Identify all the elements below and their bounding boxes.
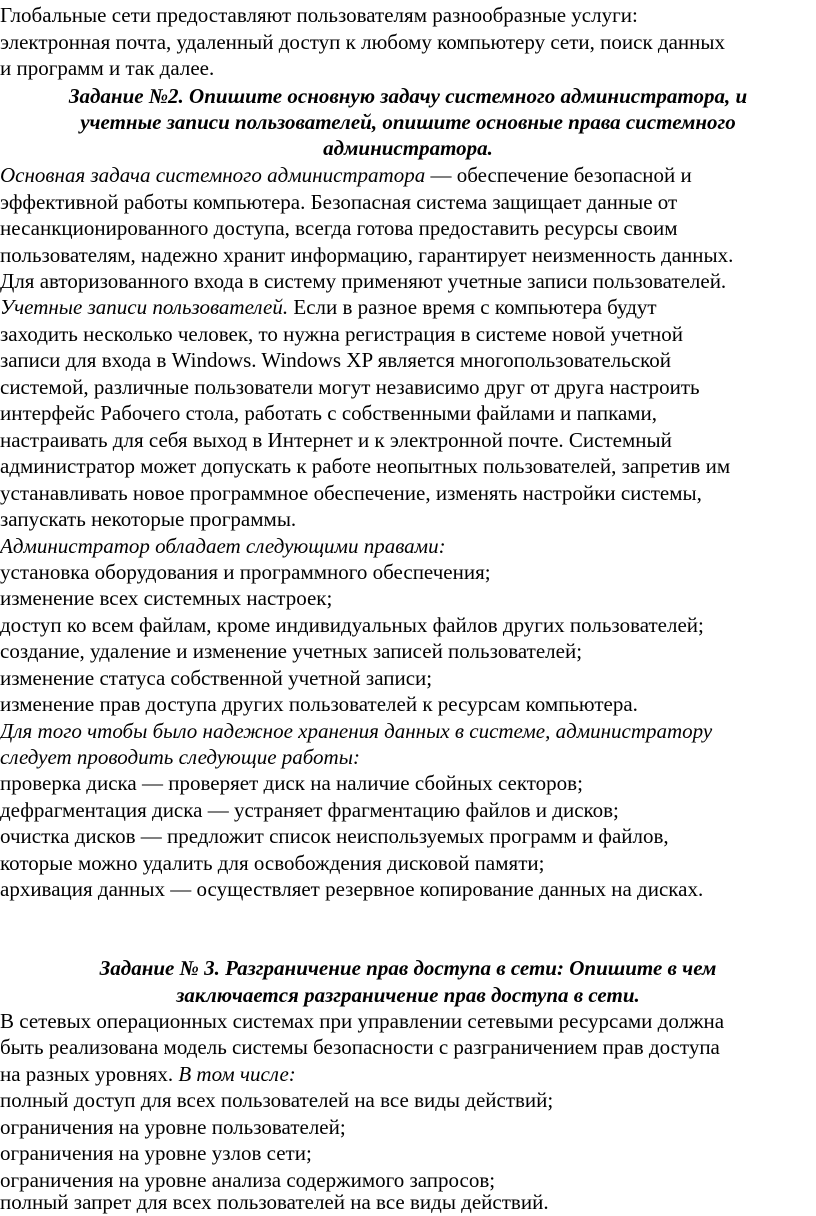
paragraph-line: несанкционированного доступа, всегда готова предоставить ресурсы своим bbox=[0, 216, 678, 240]
list-item: очистка дисков — предложит список неиспользуемых программ и файлов, bbox=[0, 824, 669, 848]
list-item: доступ ко всем файлам, кроме индивидуальных файлов других пользователей; bbox=[0, 613, 704, 637]
paragraph-text: на разных уровнях. bbox=[0, 1062, 179, 1086]
list-item: ограничения на уровне пользователей; bbox=[0, 1115, 346, 1139]
accounts-text: Если в разное время с компьютера будут bbox=[288, 295, 657, 319]
task3-heading: заключается разграничение прав доступа в сети. bbox=[176, 983, 640, 1007]
main-task-label: Основная задача системного администратора bbox=[0, 163, 426, 187]
main-task-text: — обеспечение безопасной и bbox=[425, 163, 692, 187]
works-intro: Для того чтобы было надежное хранения данных в системе, администратору bbox=[0, 719, 713, 743]
list-item: установка оборудования и программного обеспечения; bbox=[0, 560, 491, 584]
accounts-line bbox=[0, 294, 657, 320]
list-item: полный доступ для всех пользователей на все виды действий; bbox=[0, 1088, 554, 1112]
task2-heading: Задание №2. Опишите основную задачу системного администратора, и bbox=[68, 84, 748, 108]
task2-heading: администратора. bbox=[323, 136, 493, 160]
paragraph-line: администратор может допускать к работе неопытных пользователей, запретив им bbox=[0, 454, 731, 478]
paragraph-line: системой, различные пользователи могут независимо друг от друга настроить bbox=[0, 375, 700, 399]
list-item: полный запрет для всех пользователей на все виды действий. bbox=[0, 1190, 549, 1214]
list-item: изменение всех системных настроек; bbox=[0, 586, 333, 610]
accounts-label: Учетные записи пользователей. bbox=[0, 295, 289, 319]
list-item: ограничения на уровне узлов сети; bbox=[0, 1141, 312, 1165]
paragraph-line: устанавливать новое программное обеспечение, изменять настройки системы, bbox=[0, 481, 702, 505]
works-intro: следует проводить следующие работы: bbox=[0, 745, 360, 769]
list-item: изменение статуса собственной учетной записи; bbox=[0, 666, 433, 690]
paragraph-line: В сетевых операционных системах при управлении сетевыми ресурсами должна bbox=[0, 1009, 725, 1033]
task2-heading: учетные записи пользователей, опишите основные права системного bbox=[80, 110, 736, 134]
paragraph-line: настраивать для себя выход в Интернет и к электронной почте. Системный bbox=[0, 428, 672, 452]
including-label: В том числе: bbox=[178, 1062, 296, 1086]
task3-heading: Задание № 3. Разграничение прав доступа в сети: Опишите в чем bbox=[99, 956, 717, 980]
paragraph-line: записи для входа в Windows. Windows XP является многопользовательской bbox=[0, 348, 672, 372]
paragraph-line: запускать некоторые программы. bbox=[0, 507, 297, 531]
paragraph-line: заходить несколько человек, то нужна регистрация в системе новой учетной bbox=[0, 322, 684, 346]
list-item: которые можно удалить для освобождения дисковой памяти; bbox=[0, 851, 545, 875]
rights-intro: Администратор обладает следующими правами: bbox=[0, 534, 446, 558]
list-item: архивация данных — осуществляет резервное копирование данных на дисках. bbox=[0, 877, 704, 901]
paragraph-line: эффективной работы компьютера. Безопасная система защищает данные от bbox=[0, 190, 678, 214]
paragraph-line bbox=[0, 1061, 296, 1087]
paragraph-line: быть реализована модель системы безопасности с разграничением прав доступа bbox=[0, 1035, 720, 1059]
intro-line: Глобальные сети предоставляют пользователям разнообразные услуги: bbox=[0, 3, 638, 27]
paragraph-line: Для авторизованного входа в систему применяют учетные записи пользователей. bbox=[0, 269, 727, 293]
list-item: проверка диска — проверяет диск на наличие сбойных секторов; bbox=[0, 771, 583, 795]
list-item: изменение прав доступа других пользователей к ресурсам компьютера. bbox=[0, 692, 638, 716]
list-item: ограничения на уровне анализа содержимого запросов; bbox=[0, 1168, 496, 1192]
list-item: дефрагментация диска — устраняет фрагментацию файлов и дисков; bbox=[0, 798, 619, 822]
paragraph-line: интерфейс Рабочего стола, работать с собственными файлами и папками, bbox=[0, 401, 658, 425]
list-item: создание, удаление и изменение учетных записей пользователей; bbox=[0, 639, 583, 663]
main-task-line bbox=[0, 162, 692, 188]
paragraph-line: пользователям, надежно хранит информацию, гарантирует неизменность данных. bbox=[0, 243, 734, 267]
intro-line: и программ и так далее. bbox=[0, 56, 215, 80]
intro-line: электронная почта, удаленный доступ к любому компьютеру сети, поиск данных bbox=[0, 30, 725, 54]
